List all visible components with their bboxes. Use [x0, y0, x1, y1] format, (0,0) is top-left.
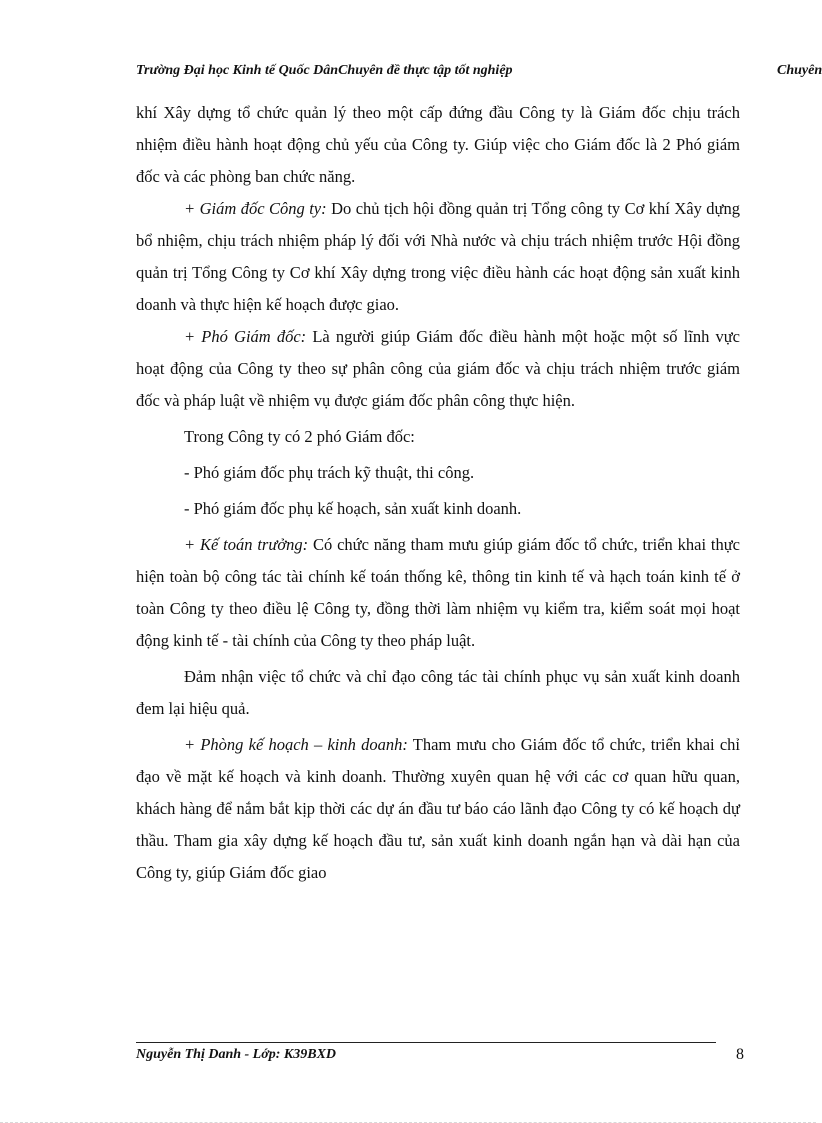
page-number: 8 [736, 1046, 744, 1063]
paragraph-text: Tham mưu cho Giám đốc tổ chức, triển khai chỉ đạo về mặt kế hoạch và kinh doanh. Thường xuyên quan hệ với các cơ quan hữu quan, khách hàng để nắm bắt kịp thời các dự án đầu tư báo cáo lãnh đạo Công ty có kế hoạch dự thầu. Tham gia xây dựng kế hoạch đầu tư, sản xuất kinh doanh ngắn hạn và dài hạn của Công ty, giúp Giám đốc giao [136, 735, 741, 882]
paragraph-finance-duty [136, 661, 740, 725]
paragraph-text: khí Xây dựng tổ chức quản lý theo một cấp đứng đầu Công ty là Giám đốc chịu trách nhiệm điều hành hoạt động chủ yếu của Công ty. Giúp việc cho Giám đốc là 2 Phó giám đốc và các phòng ban chức năng. [136, 103, 740, 186]
paragraph-deputy-director [136, 321, 740, 417]
paragraph-director [136, 193, 740, 321]
paragraph-text: - Phó giám đốc phụ kế hoạch, sản xuất kinh doanh. [184, 499, 522, 518]
paragraph-text: Đảm nhận việc tổ chức và chỉ đạo công tác tài chính phục vụ sản xuất kinh doanh đem lại hiệu quả. [136, 667, 740, 718]
document-body [136, 97, 740, 889]
footer-divider [136, 1042, 716, 1043]
header-title-overflow: Chuyên [777, 63, 822, 78]
paragraph-text: Là người giúp Giám đốc điều hành một hoặc một số lĩnh vực hoạt động của Công ty theo sự phân công của giám đốc và chịu trách nhiệm trước giám đốc và pháp luật về nhiệm vụ được giám đốc phân công thực hiện. [136, 327, 740, 410]
list-item-deputy-technical [136, 457, 740, 489]
paragraph-organization [136, 97, 740, 193]
paragraph-text: - Phó giám đốc phụ trách kỹ thuật, thi công. [184, 463, 475, 482]
paragraph-label: + Phòng kế hoạch – kinh doanh: [184, 735, 408, 754]
paragraph-label: + Phó Giám đốc: [184, 327, 307, 346]
paragraph-text: Do chủ tịch hội đồng quản trị Tổng công ty Cơ khí Xây dựng bổ nhiệm, chịu trách nhiệm pháp lý đối với Nhà nước và chịu trách nhiệm trước Hội đồng quản trị Tổng Công ty Cơ khí Xây dựng trong việc điều hành các hoạt động sản xuất kinh doanh và thực hiện kế hoạch được giao. [136, 199, 740, 314]
footer-author: Nguyễn Thị Danh - Lớp: K39BXD [136, 1047, 337, 1062]
paragraph-label: + Giám đốc Công ty: [184, 199, 327, 218]
paragraph-deputy-count [136, 421, 740, 453]
paragraph-chief-accountant [136, 529, 740, 657]
paragraph-text: Có chức năng tham mưu giúp giám đốc tổ chức, triển khai thực hiện toàn bộ công tác tài chính kế toán thống kê, thông tin kinh tế và hạch toán kinh tế ở toàn Công ty theo điều lệ Công ty, đồng thời làm nhiệm vụ kiểm tra, kiểm soát mọi hoạt động kinh tế - tài chính của Công ty theo pháp luật. [136, 535, 740, 650]
paragraph-planning-department [136, 729, 740, 889]
header-title: Trường Đại học Kinh tế Quốc DânChuyên đề thực tập tốt nghiệp [136, 63, 513, 78]
paragraph-text: Trong Công ty có 2 phó Giám đốc: [184, 427, 415, 446]
paragraph-label: + Kế toán trưởng: [184, 535, 309, 554]
running-header [0, 60, 822, 84]
list-item-deputy-planning [136, 493, 740, 525]
